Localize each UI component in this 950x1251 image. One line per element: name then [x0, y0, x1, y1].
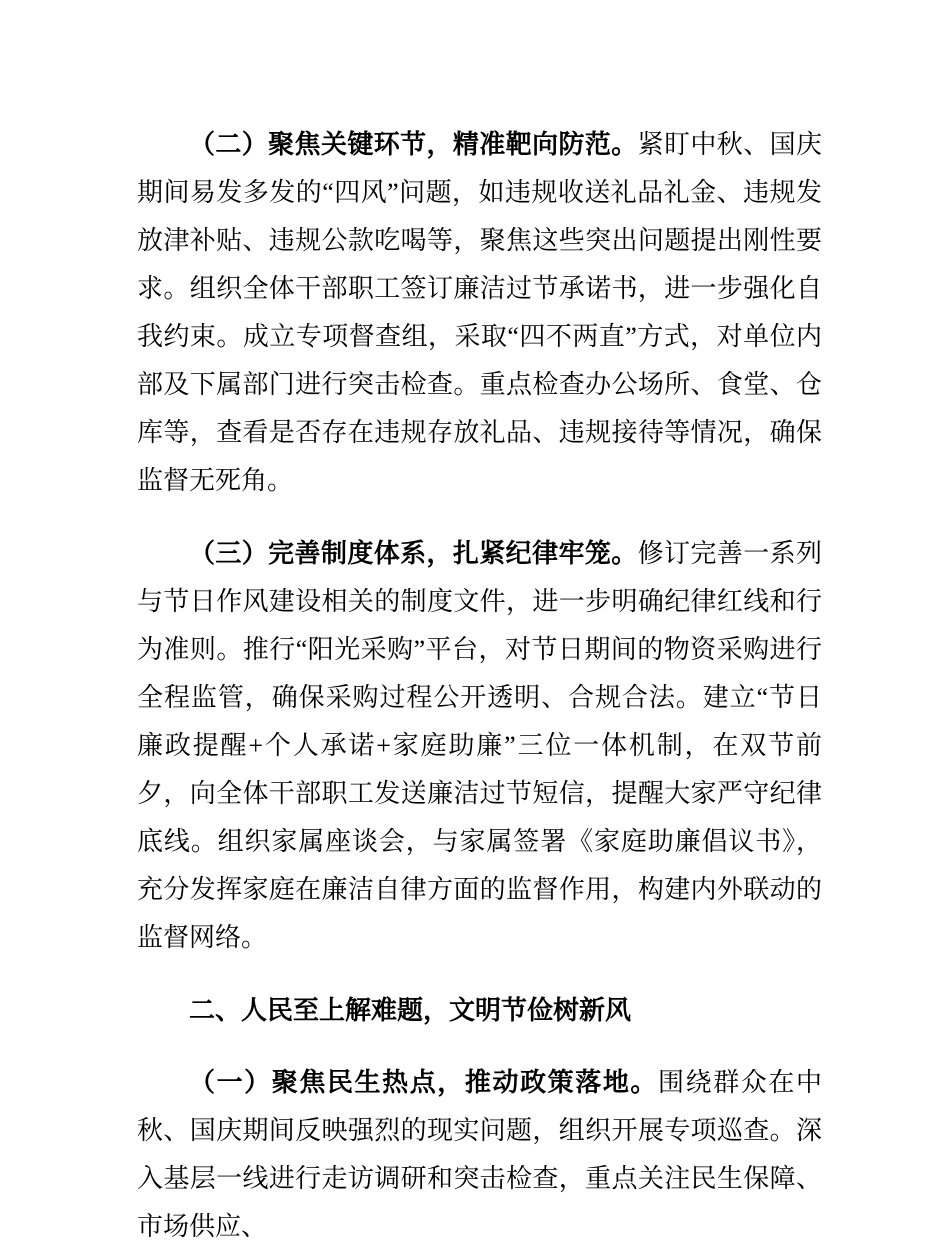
paragraph-body-section-three: 修订完善一系列与节日作风建设相关的制度文件，进一步明确纪律红线和行为准则。推行“阳光采购”平台，对节日期间的物资采购进行全程监管，确保采购过程公开透明、合规合法。建立“节日廉政提醒+个人承诺+家庭助廉”三位一体机制，在双节前夕，向全体干部职工发送廉洁过节短信，提醒大家严守纪律底线。组织家属座谈会，与家属签署《家庭助廉倡议书》，充分发挥家庭在廉洁自律方面的监督作用，构建内外联动的监督网络。 [137, 539, 822, 952]
paragraph-lead-section-three: （三）完善制度体系，扎紧纪律牢笼。 [189, 538, 638, 568]
paragraph-section-one [137, 1058, 822, 1251]
paragraph-section-three [137, 529, 822, 962]
paragraph-section-two [137, 120, 822, 505]
paragraph-lead-section-one: （一）聚焦民生热点，推动政策落地。 [189, 1067, 659, 1097]
paragraph-lead-section-two: （二）聚焦关键环节，精准靶向防范。 [189, 129, 638, 159]
paragraph-body-section-two: 紧盯中秋、国庆期间易发多发的“四风”问题，如违规收送礼品礼金、违规发放津补贴、违规公款吃喝等，聚焦这些突出问题提出刚性要求。组织全体干部职工签订廉洁过节承诺书，进一步强化自我约束。成立专项督查组，采取“四不两直”方式，对单位内部及下属部门进行突击检查。重点检查办公场所、食堂、仓库等，查看是否存在违规存放礼品、违规接待等情况，确保监督无死角。 [137, 130, 822, 495]
paragraph-body-section-one: 围绕群众在中秋、国庆期间反映强烈的现实问题，组织开展专项巡查。深入基层一线进行走访调研和突击检查，重点关注民生保障、市场供应、 [137, 1068, 822, 1241]
section-heading-two: 二、人民至上解难题，文明节俭树新风 [189, 995, 632, 1025]
